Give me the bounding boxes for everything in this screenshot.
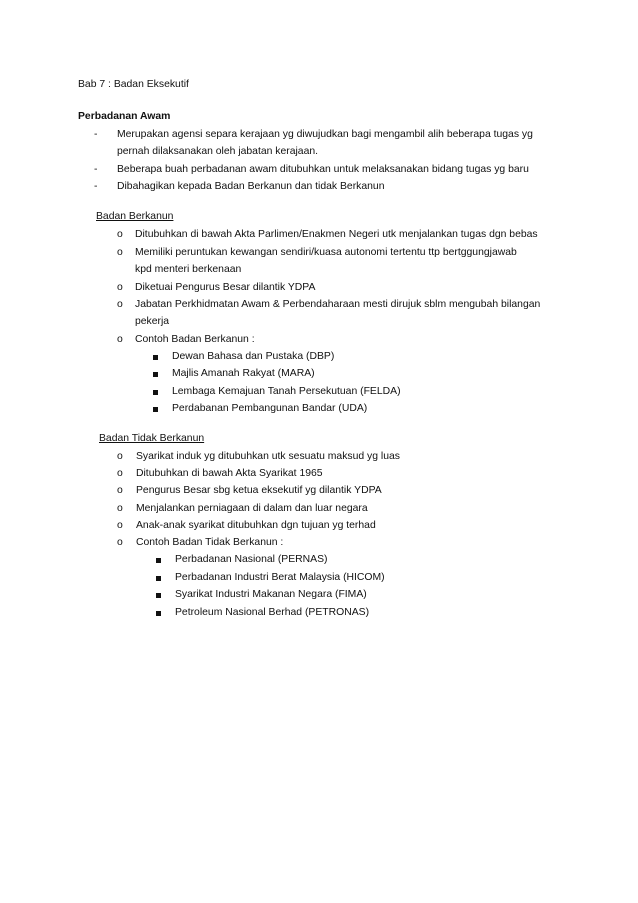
square-bullet [156,611,161,616]
dash-bullet: - [94,129,98,140]
circle-bullet: o [117,468,123,479]
example-item: Syarikat Industri Makanan Negara (FIMA) [175,589,367,600]
example-item: Perbadanan Industri Berat Malaysia (HICOM) [175,572,385,583]
circle-bullet: o [117,485,123,496]
bullet-text: Merupakan agensi separa kerajaan yg diwujudkan bagi mengambil alih beberapa tugas yg [117,129,533,140]
list-item: Diketuai Pengurus Besar dilantik YDPA [135,282,316,293]
example-item: Lembaga Kemajuan Tanah Persekutuan (FELDA) [172,386,401,397]
square-bullet [156,558,161,563]
list-item: Ditubuhkan di bawah Akta Syarikat 1965 [136,468,323,479]
circle-bullet: o [117,229,123,240]
list-item: Syarikat induk yg ditubuhkan utk sesuatu maksud yg luas [136,451,400,462]
bullet-text: pernah dilaksanakan oleh jabatan kerajaan. [117,146,319,157]
list-item: kpd menteri berkenaan [135,264,242,275]
square-bullet [153,355,158,360]
example-item: Perdabanan Pembangunan Bandar (UDA) [172,403,368,414]
list-item: Jabatan Perkhidmatan Awam & Perbendaharaan mesti dirujuk sblm mengubah bilangan [135,299,541,310]
subsection-heading-berkanun: Badan Berkanun [96,211,174,222]
bullet-text: Dibahagikan kepada Badan Berkanun dan tidak Berkanun [117,181,385,192]
circle-bullet: o [117,299,123,310]
chapter-title: Bab 7 : Badan Eksekutif [78,79,189,90]
square-bullet [153,372,158,377]
bullet-text: Beberapa buah perbadanan awam ditubuhkan untuk melaksanakan bidang tugas yg baru [117,164,529,175]
circle-bullet: o [117,451,123,462]
dash-bullet: - [94,181,98,192]
list-item: Memiliki peruntukan kewangan sendiri/kuasa autonomi tertentu ttp bertggungjawab [135,247,517,258]
list-item: Contoh Badan Tidak Berkanun : [136,537,284,548]
square-bullet [153,407,158,412]
list-item: Anak-anak syarikat ditubuhkan dgn tujuan yg terhad [136,520,376,531]
square-bullet [156,593,161,598]
circle-bullet: o [117,334,123,345]
example-item: Petroleum Nasional Berhad (PETRONAS) [175,607,370,618]
example-item: Dewan Bahasa dan Pustaka (DBP) [172,351,335,362]
list-item: Ditubuhkan di bawah Akta Parlimen/Enakmen Negeri utk menjalankan tugas dgn bebas [135,229,538,240]
list-item: pekerja [135,316,170,327]
circle-bullet: o [117,247,123,258]
list-item: Pengurus Besar sbg ketua eksekutif yg dilantik YDPA [136,485,382,496]
example-item: Perbadanan Nasional (PERNAS) [175,554,328,565]
example-item: Majlis Amanah Rakyat (MARA) [172,368,315,379]
section-heading: Perbadanan Awam [78,111,171,122]
subsection-heading-tidak-berkanun: Badan Tidak Berkanun [99,433,205,444]
circle-bullet: o [117,282,123,293]
circle-bullet: o [117,503,123,514]
circle-bullet: o [117,537,123,548]
list-item: Menjalankan perniagaan di dalam dan luar negara [136,503,368,514]
square-bullet [153,390,158,395]
dash-bullet: - [94,164,98,175]
list-item: Contoh Badan Berkanun : [135,334,255,345]
square-bullet [156,576,161,581]
circle-bullet: o [117,520,123,531]
